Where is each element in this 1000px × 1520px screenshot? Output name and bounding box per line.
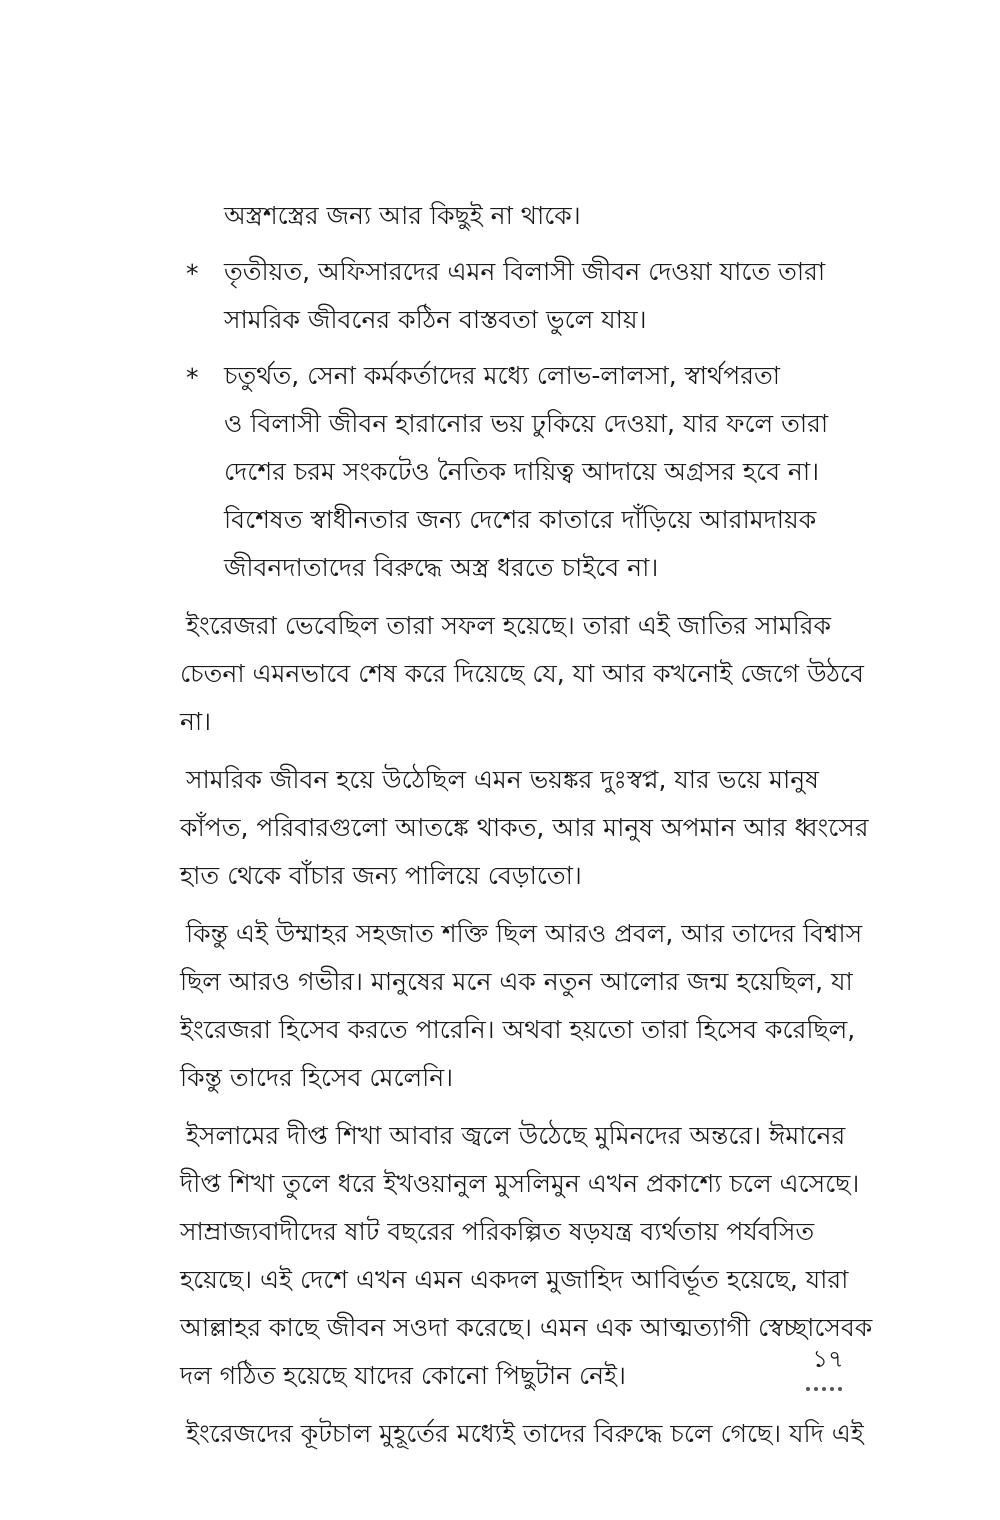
asterisk-bullet-icon: * <box>186 363 199 392</box>
dot-icon <box>814 1387 818 1391</box>
paragraph <box>180 1410 864 1458</box>
dot-icon <box>822 1387 826 1391</box>
text-line: ইংরেজদের কূটচাল মুহূর্তের মধ্যেই তাদের বিরুদ্ধে চলে গেছে। যদি এই <box>186 1419 864 1448</box>
text-line: কাঁপত, পরিবারগুলো আতঙ্কে থাকত, আর মানুষ অপমান আর ধ্বংসের <box>180 813 869 842</box>
text-line: চেতনা এমনভাবে শেষ করে দিয়েছে যে, যা আর কখনোই জেগে উঠবে <box>180 659 864 688</box>
page-number: ১৭ <box>812 1345 844 1373</box>
text-line: সামরিক জীবন হয়ে উঠেছিল এমন ভয়ঙ্কর দুঃস্বপ্ন, যার ভয়ে মানুষ <box>186 765 819 794</box>
text-line: ইংরেজরা হিসেব করতে পারেনি। অথবা হয়তো তারা হিসেব করেছিল, <box>180 1015 856 1044</box>
dot-icon <box>830 1387 834 1391</box>
paragraph <box>180 756 869 900</box>
paragraph <box>180 602 864 746</box>
asterisk-bullet-icon: * <box>186 259 199 288</box>
text-line: অস্ত্রশস্ত্রের জন্য আর কিছুই না থাকে। <box>224 201 581 230</box>
text-line: দল গঠিত হয়েছে যাদের কোনো পিছুটান নেই। <box>180 1361 626 1390</box>
text-line: হাত থেকে বাঁচার জন্য পালিয়ে বেড়াতো। <box>180 861 582 890</box>
text-line: দীপ্ত শিখা তুলে ধরে ইখওয়ানুল মুসলিমুন এখন প্রকাশ্যে চলে এসেছে। <box>180 1169 860 1198</box>
text-line: দেশের চরম সংকটেও নৈতিক দায়িত্ব আদায়ে অগ্রসর হবে না। <box>224 457 820 486</box>
text-line: কিন্তু এই উম্মাহর সহজাত শক্তি ছিল আরও প্রবল, আর তাদের বিশ্বাস <box>186 919 863 948</box>
bullet-item-fourth <box>180 352 840 592</box>
text-line: আল্লাহর কাছে জীবন সওদা করেছে। এমন এক আত্মত্যাগী স্বেচ্ছাসেবক <box>180 1313 873 1342</box>
page-number-dots-ornament <box>806 1376 846 1380</box>
bullet-continuation <box>180 192 840 240</box>
text-line: সাম্রাজ্যবাদীদের ষাট বছরের পরিকল্পিত ষড়যন্ত্র ব্যর্থতায় পর্যবসিত <box>180 1217 815 1246</box>
text-line: কিন্তু তাদের হিসেব মেলেনি। <box>180 1063 454 1092</box>
paragraph <box>180 1112 873 1400</box>
text-line: না। <box>180 707 212 736</box>
text-line: ও বিলাসী জীবন হারানোর ভয় ঢুকিয়ে দেওয়া, যার ফলে তারা <box>224 409 829 438</box>
text-line: ছিল আরও গভীর। মানুষের মনে এক নতুন আলোর জন্ম হয়েছিল, যা <box>180 967 853 996</box>
text-line: বিশেষত স্বাধীনতার জন্য দেশের কাতারে দাঁড়িয়ে আরামদায়ক <box>224 505 817 534</box>
body-text <box>180 192 873 1458</box>
text-line: ইসলামের দীপ্ত শিখা আবার জ্বলে উঠেছে মুমিনদের অন্তরে। ঈমানের <box>186 1121 846 1150</box>
text-line: ইংরেজরা ভেবেছিল তারা সফল হয়েছে। তারা এই জাতির সামরিক <box>186 611 831 640</box>
text-line: জীবনদাতাদের বিরুদ্ধে অস্ত্র ধরতে চাইবে না। <box>224 553 659 582</box>
text-line: হয়েছে। এই দেশে এখন এমন একদল মুজাহিদ আবির্ভূত হয়েছে, যারা <box>180 1265 849 1294</box>
text-line: চতুর্থত, সেনা কর্মকর্তাদের মধ্যে লোভ-লালসা, স্বার্থপরতা <box>224 361 780 390</box>
bullet-item-third <box>180 248 840 344</box>
paragraph <box>180 910 863 1102</box>
text-line: তৃতীয়ত, অফিসারদের এমন বিলাসী জীবন দেওয়া যাতে তারা <box>224 257 826 286</box>
text-line: সামরিক জীবনের কঠিন বাস্তবতা ভুলে যায়। <box>224 305 647 334</box>
dot-icon <box>838 1387 842 1391</box>
dot-icon <box>806 1387 810 1391</box>
